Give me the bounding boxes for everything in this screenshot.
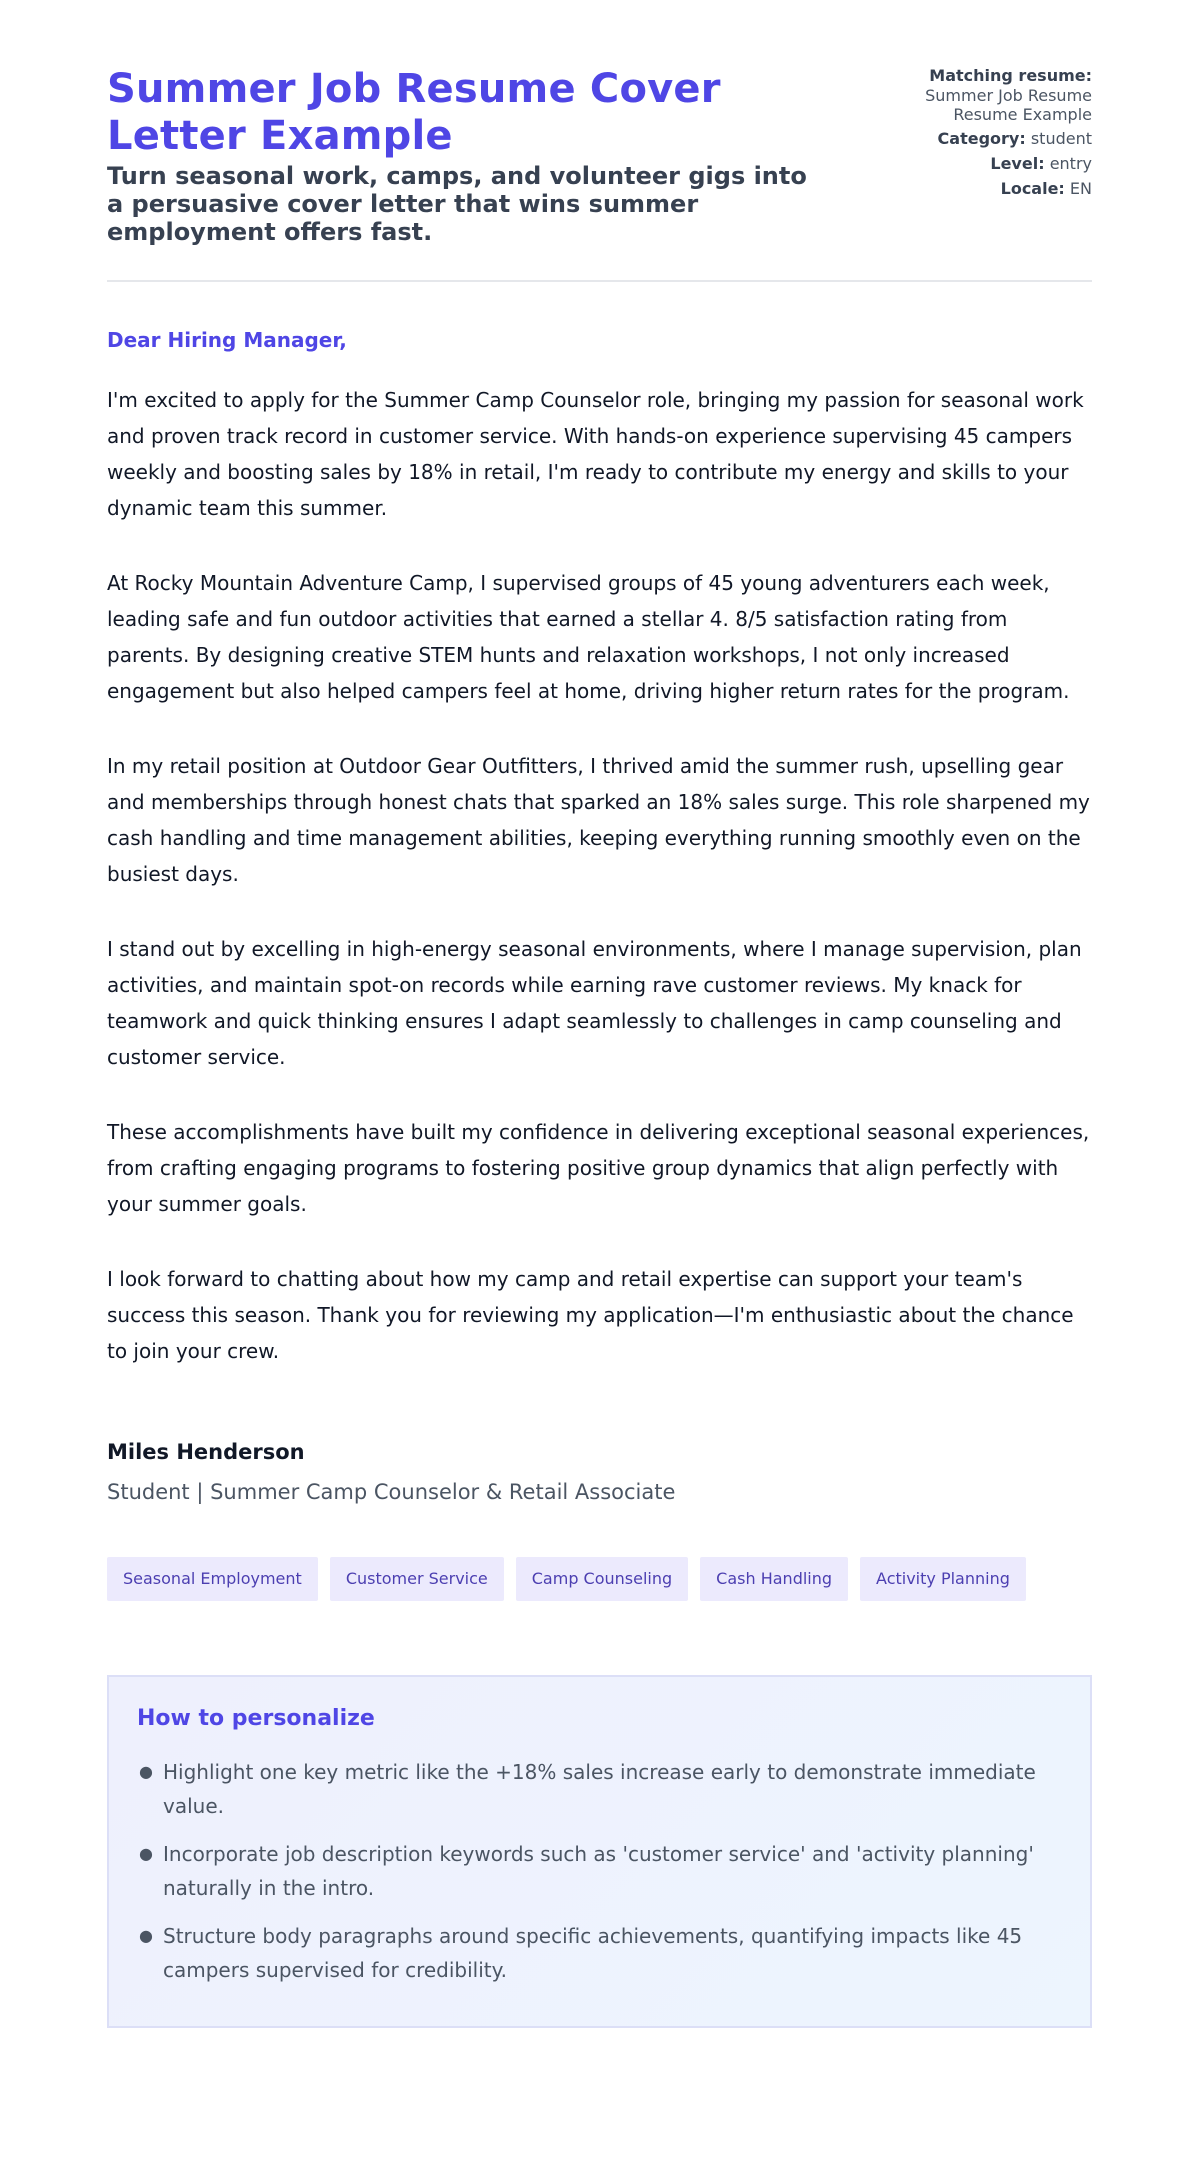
skill-tag: Customer Service <box>330 1557 504 1601</box>
signature-name: Miles Henderson <box>107 1440 305 1464</box>
header-titles <box>107 66 827 246</box>
tip-text: Structure body paragraphs around specific achievements, quantifying impacts like 45 campers supervised for credibility. <box>163 1924 1023 1982</box>
resume-meta <box>862 66 1092 204</box>
tips-title: How to personalize <box>137 1706 375 1731</box>
meta-locale-label: Locale: <box>1000 179 1065 198</box>
tip-item <box>139 1919 1062 1987</box>
meta-category <box>862 129 1092 149</box>
letter-body <box>107 328 1092 1369</box>
page-header <box>107 66 1092 282</box>
bullet-icon: ● <box>139 1844 153 1863</box>
meta-matching-resume-label: Matching resume: <box>929 66 1092 85</box>
tip-text: Highlight one key metric like the +18% sales increase early to demonstrate immediate value. <box>163 1760 1036 1818</box>
signature-block <box>107 1439 1092 1505</box>
skill-tags <box>107 1557 1092 1601</box>
meta-locale-value: EN <box>1069 179 1092 198</box>
letter-paragraph: I look forward to chatting about how my camp and retail expertise can support your team's success this season. Thank you for reviewing my application—I'm enthusiastic about the chance to join your crew. <box>107 1267 1074 1363</box>
skill-tag: Activity Planning <box>860 1557 1026 1601</box>
page-title: Summer Job Resume Cover Letter Example <box>107 66 721 159</box>
tip-item <box>139 1755 1062 1823</box>
skill-tag: Cash Handling <box>700 1557 848 1601</box>
bullet-icon: ● <box>139 1926 153 1945</box>
meta-matching-resume <box>862 66 1092 124</box>
signature-title: Student | Summer Camp Counselor & Retail Associate <box>107 1480 676 1504</box>
skill-tag: Seasonal Employment <box>107 1557 318 1601</box>
personalize-tips-box <box>107 1675 1092 2028</box>
letter-paragraph: I stand out by excelling in high-energy seasonal environments, where I manage supervision, plan activities, and maintain spot-on records while earning rave customer reviews. My knack for teamwork and quick thinking ensures I adapt seamlessly to challenges in camp counseling and customer service. <box>107 937 1082 1069</box>
bullet-icon: ● <box>139 1762 153 1781</box>
page-subtitle: Turn seasonal work, camps, and volunteer gigs into a persuasive cover letter that wins summer employment offers fast. <box>107 162 807 246</box>
tip-item <box>139 1837 1062 1905</box>
salutation: Dear Hiring Manager, <box>107 328 347 352</box>
letter-paragraph: In my retail position at Outdoor Gear Outfitters, I thrived amid the summer rush, upselling gear and memberships through honest chats that sparked an 18% sales surge. This role sharpened my cash handling and time management abilities, keeping everything running smoothly even on the busiest days. <box>107 754 1090 886</box>
skill-tag: Camp Counseling <box>516 1557 688 1601</box>
tips-list <box>137 1755 1062 1987</box>
meta-level-label: Level: <box>990 154 1045 173</box>
meta-level-value: entry <box>1049 154 1092 173</box>
letter-paragraph: I'm excited to apply for the Summer Camp Counselor role, bringing my passion for seasonal work and proven track record in customer service. With hands-on experience supervising 45 campers weekly and boosting sales by 18% in retail, I'm ready to contribute my energy and skills to your dynamic team this summer. <box>107 388 1084 520</box>
meta-level <box>862 154 1092 174</box>
letter-paragraph: These accomplishments have built my confidence in delivering exceptional seasonal experiences, from crafting engaging programs to fostering positive group dynamics that align perfectly with your summer goals. <box>107 1120 1090 1216</box>
letter-paragraph: At Rocky Mountain Adventure Camp, I supervised groups of 45 young adventurers each week, leading safe and fun outdoor activities that earned a stellar 4. 8/5 satisfaction rating from parents. By designing creative STEM hunts and relaxation workshops, I not only increased engagement but also helped campers feel at home, driving higher return rates for the program. <box>107 571 1070 703</box>
meta-category-value: student <box>1030 129 1092 148</box>
meta-category-label: Category: <box>937 129 1026 148</box>
meta-locale <box>862 179 1092 199</box>
cover-letter-page <box>107 0 1092 2028</box>
tip-text: Incorporate job description keywords such as 'customer service' and 'activity planning' naturally in the intro. <box>163 1842 1034 1900</box>
meta-matching-resume-value: Summer Job Resume Resume Example <box>925 86 1092 124</box>
